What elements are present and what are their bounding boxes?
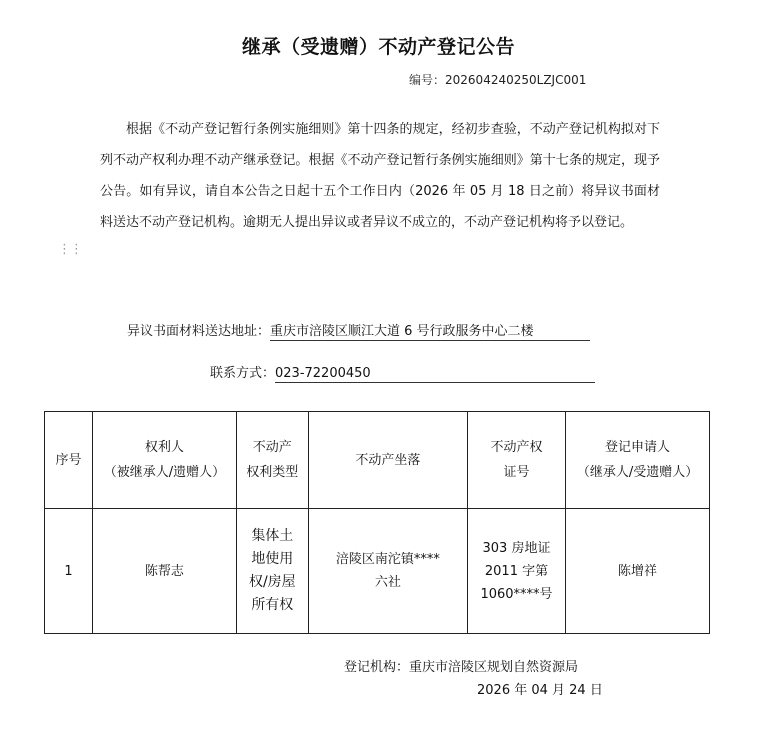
serial-number [409, 71, 586, 88]
header-seq: 序号 [45, 412, 93, 509]
cell-cert-number: 303 房地证 2011 字第 1060****号 [467, 509, 565, 634]
notice-body-paragraph: 根据《不动产登记暂行条例实施细则》第十四条的规定，经初步查验，不动产登记机构拟对下列不动产权利办理不动产继承登记。根据《不动产登记暂行条例实施细则》第十七条的规定，现予公告。如有异议，请自本公告之日起十五个工作日内（2026 年 05 月 18 日之前）将异议书面材料送达不动产登记机构。逾期无人提出异议或者异议不成立的，不动产登记机构将予以登记。 [100, 122, 660, 230]
serial-label: 编号： [409, 73, 446, 87]
registration-table [44, 411, 710, 634]
table-header-row [45, 412, 710, 509]
header-right-type: 不动产 权利类型 [236, 412, 308, 509]
contact-row [210, 362, 595, 383]
cell-applicant: 陈增祥 [566, 509, 710, 634]
header-applicant: 登记申请人 （继承人/受遗赠人） [566, 412, 710, 509]
header-holder: 权利人 （被继承人/遗赠人） [92, 412, 236, 509]
cell-right-type: 集体土 地使用 权/房屋 所有权 [236, 509, 308, 634]
objection-address-row [127, 320, 590, 341]
objection-address-value: 重庆市涪陵区顺江大道 6 号行政服务中心二楼 [270, 320, 590, 341]
notice-title: 继承（受遗赠）不动产登记公告 [241, 36, 515, 58]
drag-handle-icon[interactable]: ⋮⋮ [58, 242, 82, 257]
contact-label: 联系方式： [210, 366, 276, 381]
cell-holder: 陈帮志 [92, 509, 236, 634]
header-cert-number: 不动产权 证号 [467, 412, 565, 509]
issue-date: 2026 年 04 月 24 日 [477, 683, 603, 698]
cell-location: 涪陵区南沱镇**** 六社 [308, 509, 467, 634]
serial-value: 202604240250LZJC001 [445, 73, 587, 87]
table-row [45, 509, 710, 634]
cell-seq: 1 [45, 509, 93, 634]
header-location: 不动产坐落 [308, 412, 467, 509]
objection-address-label: 异议书面材料送达地址： [127, 324, 271, 339]
issuing-authority: 登记机构：重庆市涪陵区规划自然资源局 [344, 660, 579, 675]
contact-value: 023-72200450 [275, 366, 595, 383]
